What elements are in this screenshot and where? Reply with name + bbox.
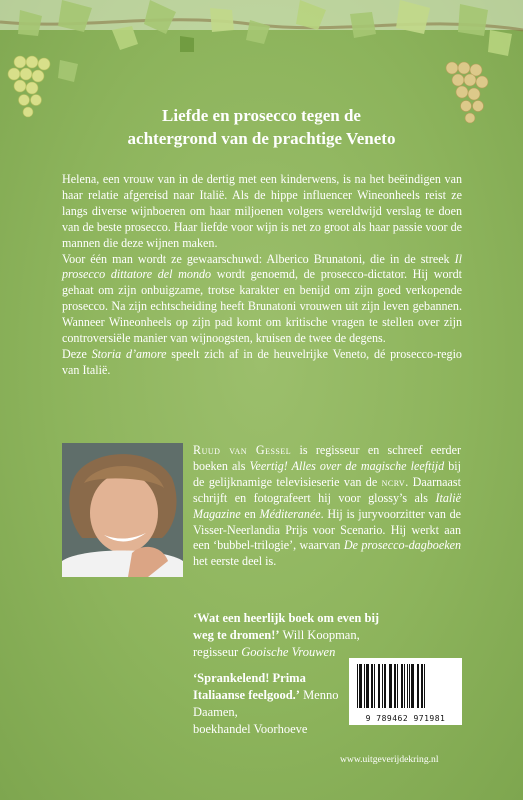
publisher-url: www.uitgeverijdekring.nl bbox=[340, 754, 439, 765]
author-name: Ruud van Gessel bbox=[193, 443, 292, 457]
blurb-text bbox=[62, 172, 462, 379]
headline-line-2: achtergrond van de prachtige Veneto bbox=[127, 129, 396, 148]
blurb-paragraph-2: Voor één man wordt ze gewaarschuwd: Alberico Brunatoni, die in de streek Il prosecco dittatore del mondo wordt genoemd, de prosecco-dictator. Hij wordt gehaat om zijn onbuigzame, trotse karakter en benijd om zijn goed verkopende prosecco. Na zijn echtscheiding heeft Brunatoni vrouwen uit zijn leven gebannen. Wanneer Wineonheels op zijn pad komt om kritische vragen te stellen over zijn controversiële manier van wijnoogsten, kruisen de twee de degens. bbox=[62, 251, 462, 346]
isbn-barcode bbox=[349, 658, 462, 725]
isbn-number: 9 789462 971981 bbox=[365, 714, 446, 723]
author-photo bbox=[62, 443, 183, 577]
review-quote-1: ‘Wat een heerlijk boek om even bij weg te dromen!’ Will Koopman, regisseur Gooische Vrouwen bbox=[193, 611, 380, 659]
headline bbox=[0, 104, 523, 150]
blurb-paragraph-3: Deze Storia d’amore speelt zich af in de heuvelrijke Veneto, dé prosecco-regio van Italië. bbox=[62, 346, 462, 377]
blurb-paragraph-1: Helena, een vrouw van in de dertig met een kinderwens, is na het beëindigen van haar relatie afgereisd naar Italië. Als de hippe influencer Wineonheels reist ze langs diverse wijnboeren om haar miljoenen volgers wereldwijd verslag te doen van de beste prosecco. Haar liefde voor wijn is net zo groot als haar passie voor de mannen die deze wijnen maken. bbox=[62, 172, 462, 250]
headline-line-1: Liefde en prosecco tegen de bbox=[162, 106, 361, 125]
review-quote-2: ‘Sprankelend! Prima Italiaanse feelgood.’ Menno Daamen, boekhandel Voorhoeve bbox=[193, 671, 339, 736]
barcode-bars bbox=[349, 662, 462, 716]
author-bio: Ruud van Gessel is regisseur en schreef eerder boeken als Veertig! Alles over de magische leeftijd bij de gelijknamige televisieserie van de ncrv. Daarnaast schrijft en fotografeert hij voor glossy’s als Italië Magazine en Méditeranée. Hij is juryvoorzitter van de Visser-Neerlandia Prijs voor Scenario. Hij werkt aan een ‘bubbel-trilogie’, waarvan De prosecco-dagboeken het eerste deel is. bbox=[193, 443, 462, 569]
